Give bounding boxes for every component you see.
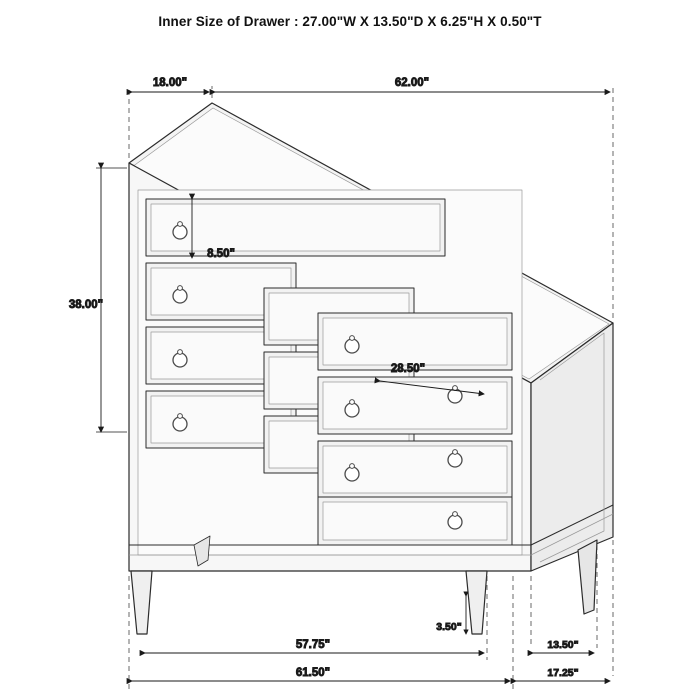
dim-case-side-depth [516, 667, 610, 681]
drawer-right-1 [318, 313, 512, 370]
dim-case-side-depth-label: 17.25" [547, 667, 579, 679]
drawer-top [146, 199, 445, 256]
dim-width-top [215, 77, 610, 92]
dim-base-front-width-label: 57.75" [295, 639, 331, 651]
dim-case-front-width-label: 61.50" [295, 667, 331, 679]
dim-height-left [69, 168, 127, 432]
dim-height-left-label: 38.00" [68, 299, 104, 311]
leg-front-left [131, 571, 152, 634]
dim-foot-height [436, 596, 466, 634]
leg-back-right [578, 540, 597, 614]
dim-drawer-height-label: 8.50" [207, 248, 235, 260]
dim-depth-top [132, 77, 209, 92]
page-title: Inner Size of Drawer : 27.00"W X 13.50"D X 6.25"H X 0.50"T [158, 14, 542, 29]
dim-base-side-depth-label: 13.50" [547, 639, 579, 651]
drawer-right-3 [318, 441, 512, 498]
drawer-right-4 [318, 497, 512, 545]
dim-case-front-width [132, 667, 510, 681]
dim-base-front-width [145, 639, 484, 653]
dim-foot-height-label: 3.50" [436, 621, 462, 633]
dim-depth-top-label: 18.00" [152, 77, 188, 89]
dresser-illustration [129, 103, 613, 634]
dim-drawer-width-label: 28.50" [390, 363, 426, 375]
leg-front-right [466, 571, 487, 634]
dim-base-side-depth [533, 639, 594, 653]
dim-width-top-label: 62.00" [394, 77, 430, 89]
